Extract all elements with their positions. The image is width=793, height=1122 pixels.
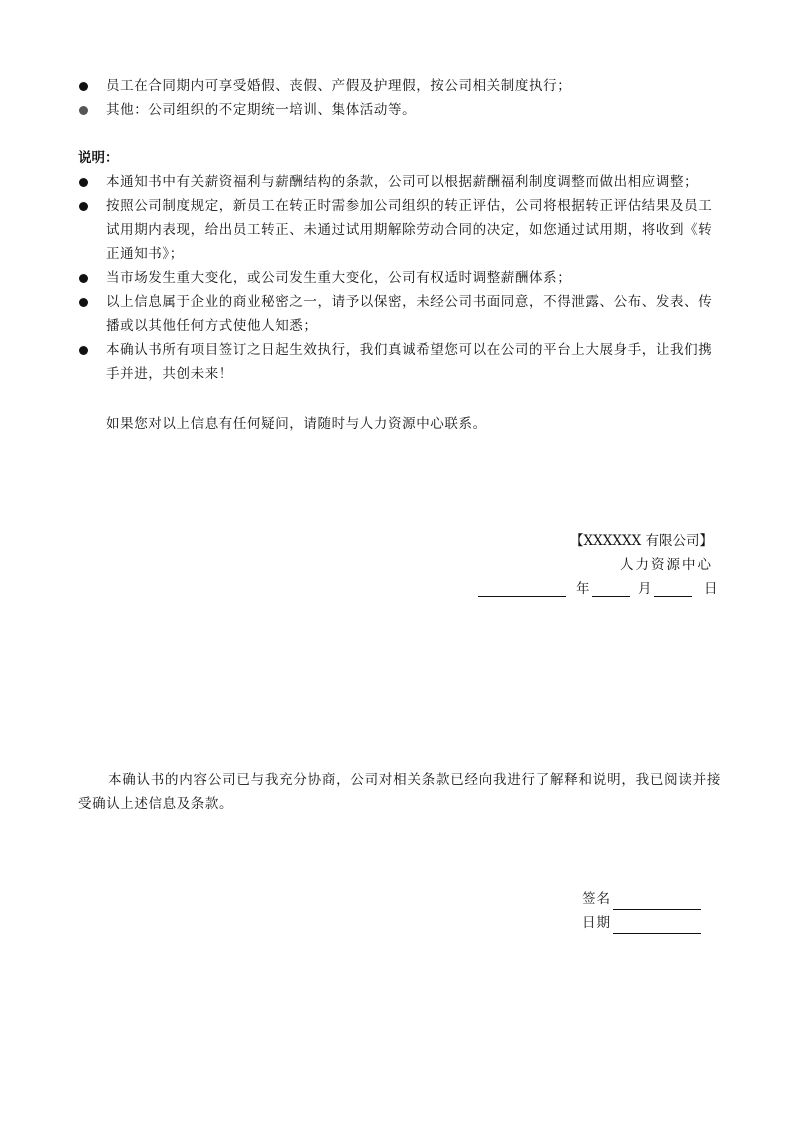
bullet-icon — [79, 202, 88, 211]
benefits-list — [78, 74, 723, 122]
list-item — [78, 290, 723, 338]
year-blank[interactable] — [478, 596, 566, 597]
note-text: 本通知书中有关薪资福利与薪酬结构的条款，公司可以根据薪酬福利制度调整而做出相应调整； — [106, 174, 699, 190]
signature-blank[interactable] — [613, 893, 701, 910]
bullet-icon — [79, 274, 88, 283]
contact-line: 如果您对以上信息有任何疑问，请随时与人力资源中心联系。 — [106, 416, 487, 432]
list-item — [78, 194, 723, 266]
bullet-icon — [79, 346, 88, 355]
day-blank[interactable] — [654, 596, 692, 597]
bullet-icon — [79, 298, 88, 307]
note-text: 按照公司制度规定，新员工在转正时需参加公司组织的转正评估，公司将根据转正评估结果及员工试用期内表现，给出员工转正、未通过试用期解除劳动合同的决定，如您通过试用期，将收到《转正通知书》； — [106, 198, 713, 262]
list-item — [78, 170, 723, 194]
day-label: 日 — [704, 581, 718, 597]
list-item — [78, 338, 723, 386]
signature-row — [582, 888, 701, 910]
sign-date-label: 日期 — [582, 915, 611, 931]
note-text: 以上信息属于企业的商业秘密之一，请予以保密，未经公司书面同意，不得泄露、公布、发表、传播或以其他任何方式使他人知悉； — [106, 294, 713, 334]
benefit-text: 员工在合同期内可享受婚假、丧假、产假及护理假，按公司相关制度执行； — [106, 78, 572, 94]
issuer-department: 人力资源中心 — [620, 557, 713, 573]
sign-date-blank[interactable] — [613, 917, 701, 934]
signature-label: 签名 — [582, 891, 611, 907]
month-label: 月 — [638, 581, 652, 597]
month-blank[interactable] — [592, 596, 630, 597]
list-item — [78, 98, 723, 122]
list-item — [78, 74, 723, 98]
notes-heading: 说明： — [78, 150, 119, 166]
note-text: 本确认书所有项目签订之日起生效执行，我们真诚希望您可以在公司的平台上大展身手，让我们携手并进，共创未来！ — [106, 342, 713, 382]
bullet-icon — [79, 178, 88, 187]
confirmation-statement: 本确认书的内容公司已与我充分协商，公司对相关条款已经向我进行了解释和说明，我已阅读并接受确认上述信息及条款。 — [78, 772, 721, 812]
bullet-icon — [79, 82, 88, 91]
benefit-text: 其他：公司组织的不定期统一培训、集体活动等。 — [106, 102, 417, 118]
sign-date-row — [582, 912, 701, 934]
list-item — [78, 266, 723, 290]
notes-list — [78, 170, 723, 386]
note-text: 当市场发生重大变化，或公司发生重大变化，公司有权适时调整薪酬体系； — [106, 270, 572, 286]
bullet-icon — [79, 106, 88, 115]
issue-date-line — [478, 578, 718, 600]
year-label: 年 — [576, 581, 590, 597]
issuer-company: 【XXXXXX 有限公司】 — [570, 533, 713, 549]
